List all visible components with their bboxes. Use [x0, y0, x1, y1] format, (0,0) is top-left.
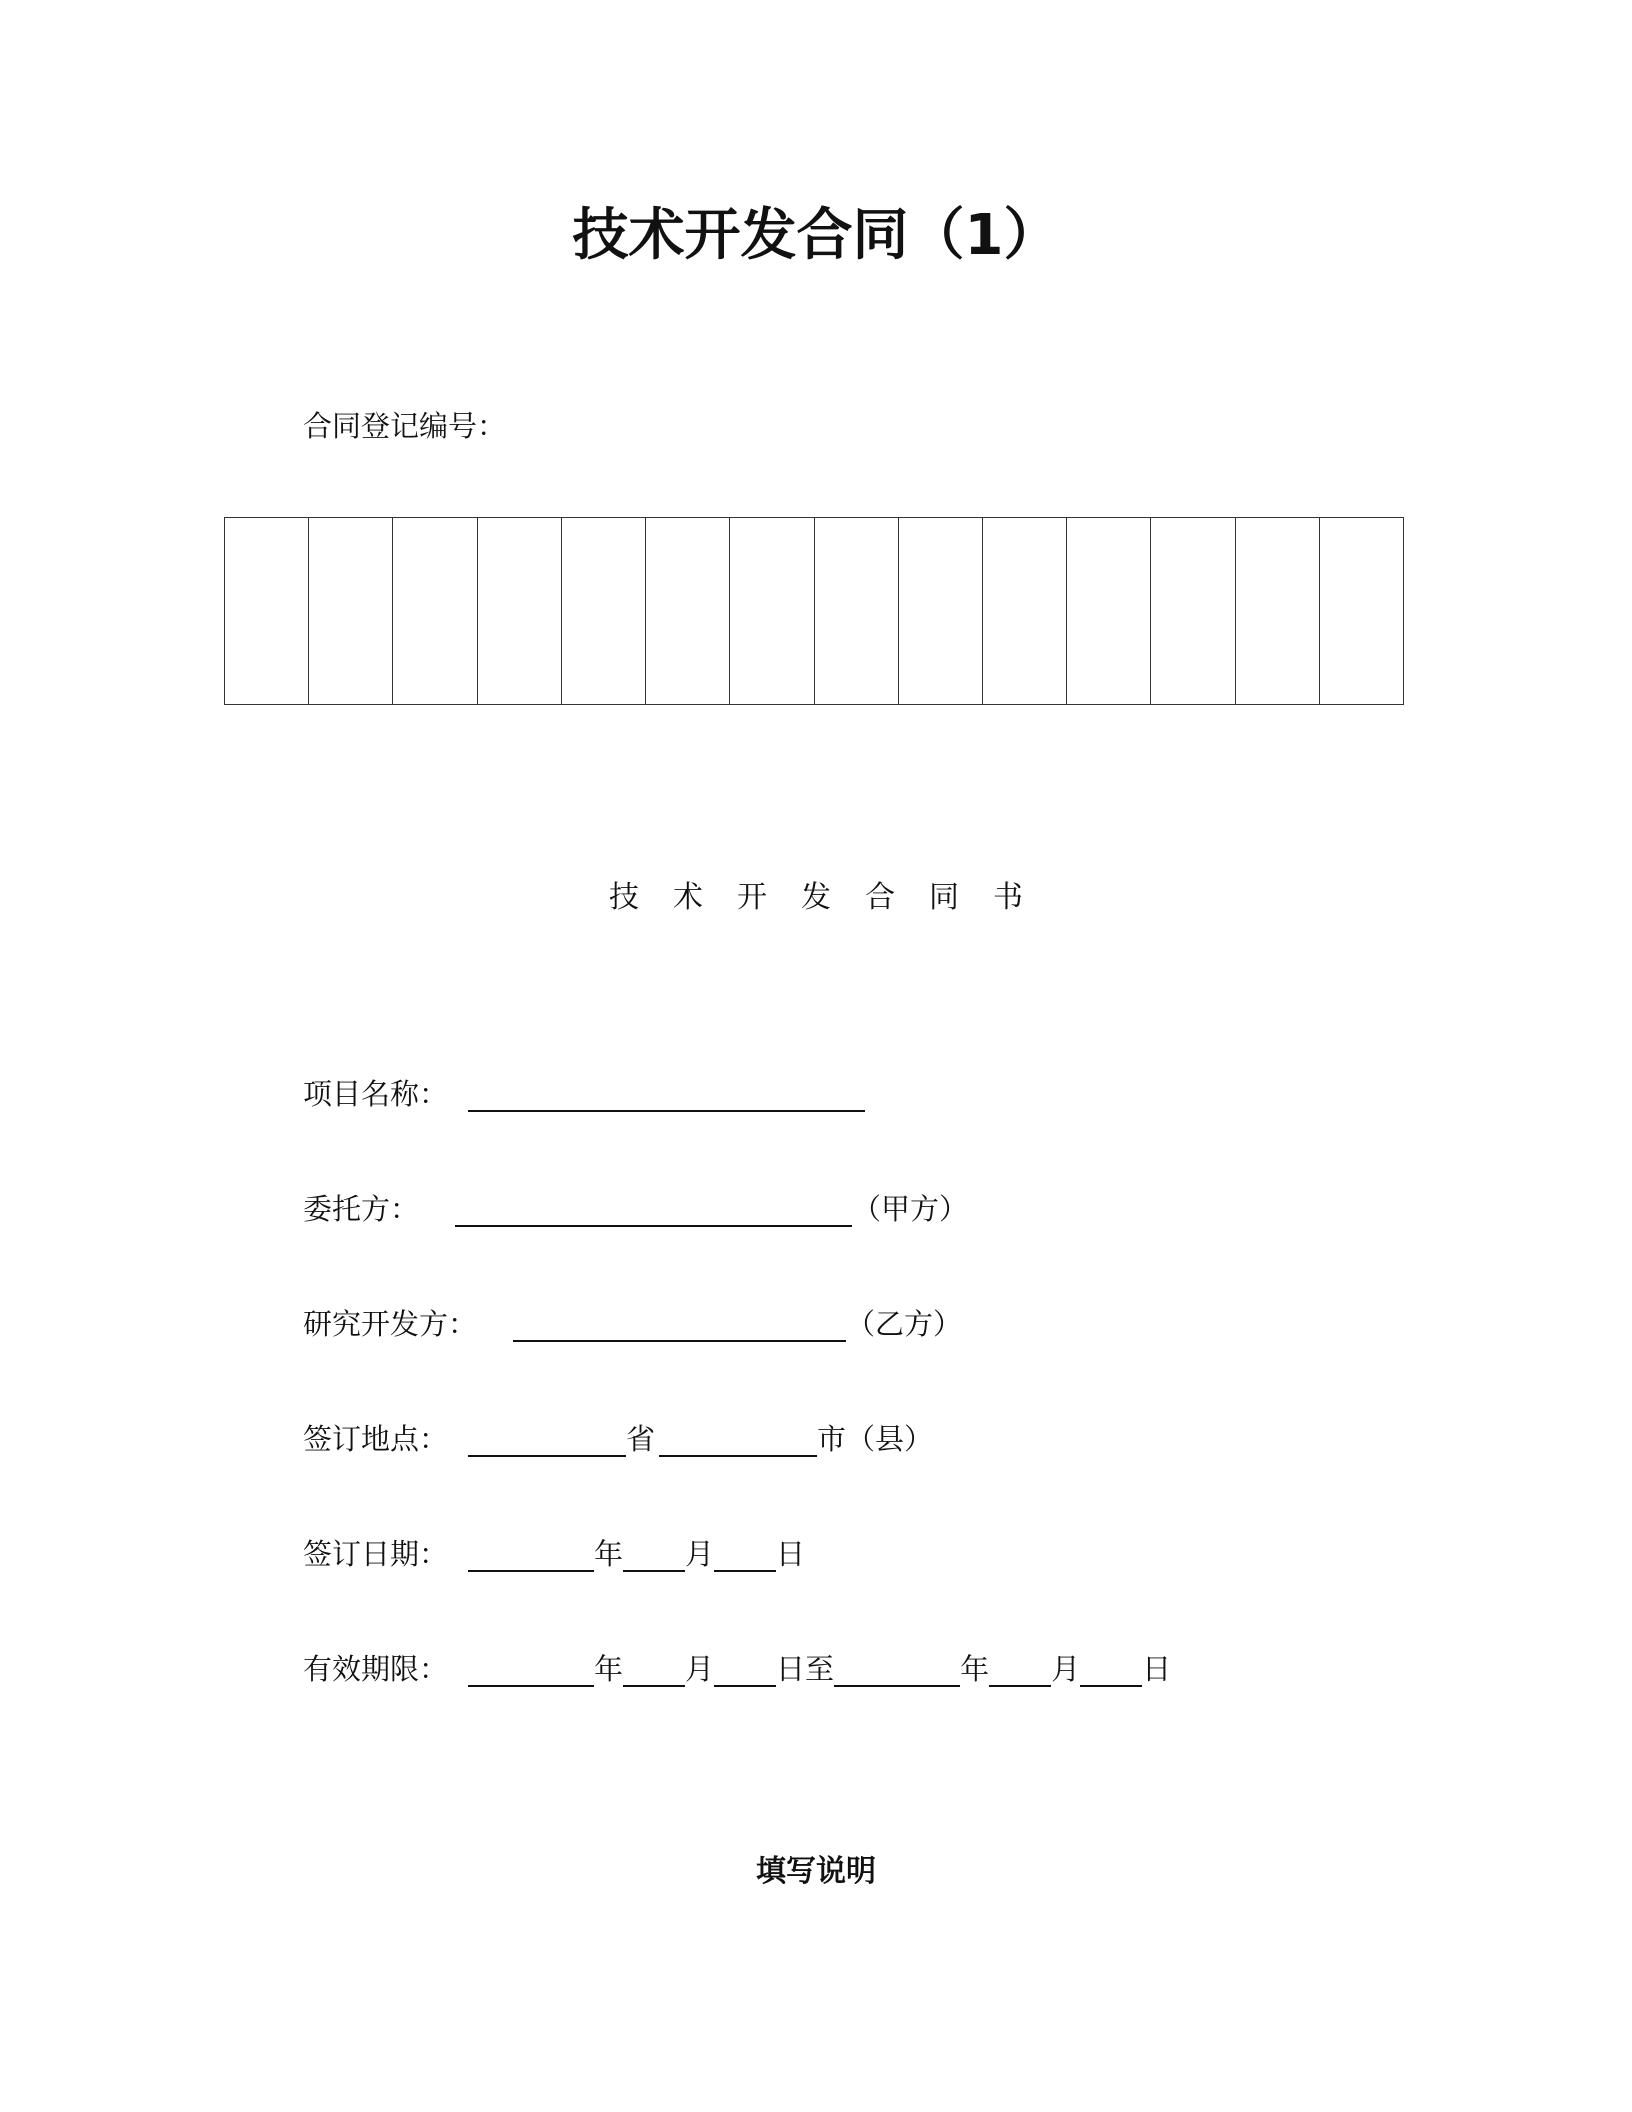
registration-digit-box[interactable]	[1067, 518, 1151, 704]
project-name-row	[303, 1072, 865, 1116]
validity-end-day-blank[interactable]	[1080, 1649, 1142, 1687]
signing-location-label: 签订地点：	[303, 1422, 449, 1456]
instructions-heading: 填写说明	[756, 1854, 876, 1889]
contract-subtitle: 技术开发合同书	[609, 880, 1057, 915]
registration-digit-box[interactable]	[478, 518, 562, 704]
signing-day-label: 日	[776, 1537, 806, 1571]
project-name-label: 项目名称：	[303, 1077, 449, 1111]
city-label: 市（县）	[817, 1422, 934, 1456]
client-blank[interactable]	[455, 1189, 852, 1227]
signing-date-row	[303, 1532, 805, 1576]
project-name-blank[interactable]	[468, 1074, 865, 1112]
developer-suffix: （乙方）	[846, 1307, 963, 1341]
registration-digit-box[interactable]	[1151, 518, 1235, 704]
signing-month-blank[interactable]	[623, 1534, 685, 1572]
signing-year-blank[interactable]	[468, 1534, 594, 1572]
signing-location-row	[303, 1417, 933, 1461]
registration-digit-box[interactable]	[1236, 518, 1320, 704]
registration-digit-box[interactable]	[983, 518, 1067, 704]
developer-blank[interactable]	[513, 1304, 846, 1342]
registration-digit-box[interactable]	[562, 518, 646, 704]
city-blank[interactable]	[659, 1419, 817, 1457]
signing-month-label: 月	[685, 1537, 715, 1571]
province-label: 省	[626, 1422, 656, 1456]
validity-start-day-blank[interactable]	[714, 1649, 776, 1687]
registration-number-boxes	[224, 517, 1404, 705]
registration-digit-box[interactable]	[899, 518, 983, 704]
registration-digit-box[interactable]	[225, 518, 309, 704]
validity-end-year-label: 年	[960, 1652, 990, 1686]
document-title: 技术开发合同（1）	[572, 203, 1060, 268]
validity-end-day-label: 日	[1142, 1652, 1172, 1686]
developer-row	[303, 1302, 962, 1346]
validity-end-year-blank[interactable]	[834, 1649, 960, 1687]
validity-start-month-label: 月	[685, 1652, 715, 1686]
signing-day-blank[interactable]	[714, 1534, 776, 1572]
client-suffix: （甲方）	[852, 1192, 969, 1226]
validity-end-month-label: 月	[1051, 1652, 1081, 1686]
registration-digit-box[interactable]	[309, 518, 393, 704]
validity-day-to-label: 日至	[776, 1652, 835, 1686]
client-label: 委托方：	[303, 1192, 420, 1226]
registration-digit-box[interactable]	[815, 518, 899, 704]
validity-end-month-blank[interactable]	[989, 1649, 1051, 1687]
developer-label: 研究开发方：	[303, 1307, 478, 1341]
registration-number-label: 合同登记编号：	[303, 409, 507, 443]
registration-digit-box[interactable]	[730, 518, 814, 704]
province-blank[interactable]	[468, 1419, 626, 1457]
registration-digit-box[interactable]	[1320, 518, 1403, 704]
validity-start-year-blank[interactable]	[468, 1649, 594, 1687]
validity-start-month-blank[interactable]	[623, 1649, 685, 1687]
client-row	[303, 1187, 968, 1231]
validity-period-label: 有效期限：	[303, 1652, 449, 1686]
validity-start-year-label: 年	[594, 1652, 624, 1686]
validity-period-row	[303, 1647, 1171, 1691]
signing-year-label: 年	[594, 1537, 624, 1571]
registration-digit-box[interactable]	[646, 518, 730, 704]
registration-digit-box[interactable]	[393, 518, 477, 704]
signing-date-label: 签订日期：	[303, 1537, 449, 1571]
